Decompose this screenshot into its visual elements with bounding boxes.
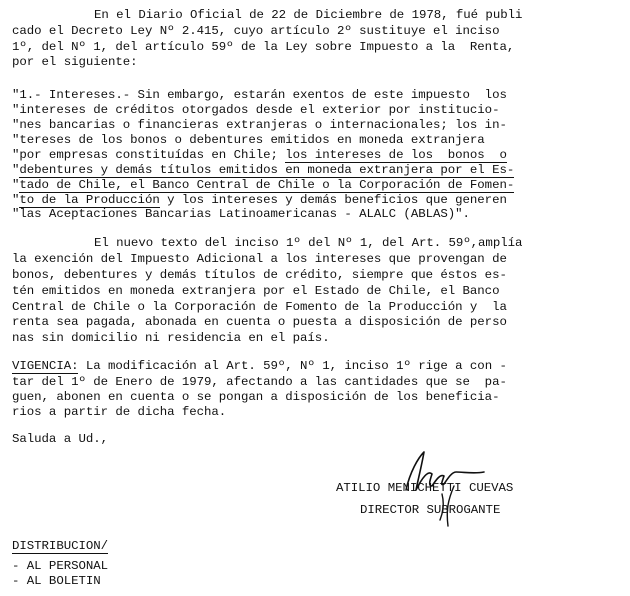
quote-line-5 — [12, 148, 507, 163]
quote-line-6-underlined: debentures y demás títulos emitidos en moneda extranjera por el Es- — [19, 163, 515, 177]
vigencia-line-3: guen, abonen en cuenta o se pongan a disposición de los beneficia- — [12, 390, 500, 404]
greeting: Saluda a Ud., — [12, 432, 109, 446]
para2-line-6: renta sea pagada, abonada en cuenta o puesta a disposición de perso — [12, 315, 507, 329]
quote-line-8-underlined: to de la Producción — [19, 193, 160, 207]
vigencia-line-1-text: La modificación al Art. 59º, Nº 1, inciso 1º rige a con - — [78, 359, 507, 373]
signatory-name: ATILIO MENICHETTI CUEVAS — [336, 481, 514, 495]
para2-line-1: El nuevo texto del inciso 1º del Nº 1, del Art. 59º,amplía — [94, 236, 523, 250]
distribution-heading — [12, 539, 108, 554]
distribution-item-personal: - AL PERSONAL — [12, 559, 109, 573]
quote-line-7-underlined: tado de Chile, el Banco Central de Chile o la Corporación de Fomen- — [19, 178, 515, 192]
para2-line-7: nas sin domicilio ni residencia en el país. — [12, 331, 330, 345]
intro-line-2: cado el Decreto Ley Nº 2.415, cuyo artículo 2º sustituye el inciso — [12, 24, 500, 38]
quote-line-2: "intereses de créditos otorgados desde el exterior por institucio- — [12, 103, 500, 117]
quote-line-7 — [12, 178, 514, 193]
para2-line-2: la exención del Impuesto Adicional a los intereses que provengan de — [12, 252, 507, 266]
quote-line-9: "las Aceptaciones Bancarias Latinoamericanas - ALALC (ABLAS)". — [12, 207, 470, 221]
distribution-item-boletin: - AL BOLETIN — [12, 574, 101, 588]
quote-line-8-plain: y los intereses y demás beneficios que generen — [159, 193, 507, 207]
para2-line-5: Central de Chile o la Corporación de Fomento de la Producción y la — [12, 300, 507, 314]
quote-line-1: "1.- Intereses.- Sin embargo, estarán exentos de este impuesto los — [12, 88, 507, 102]
quote-line-6-mark: " — [12, 163, 20, 177]
quote-line-4: "tereses de los bonos o debentures emitidos en moneda extranjera — [12, 133, 485, 147]
vigencia-line-2: tar del 1º de Enero de 1979, afectando a las cantidades que se pa- — [12, 375, 507, 389]
quote-line-6 — [12, 163, 514, 178]
intro-line-1: En el Diario Oficial de 22 de Diciembre de 1978, fué publi — [94, 8, 523, 22]
quote-line-3: "nes bancarias o financieras extranjeras o internacionales; los in- — [12, 118, 507, 132]
quote-line-7-mark: " — [12, 178, 20, 192]
distribution-heading-text: DISTRIBUCION/ — [12, 539, 109, 553]
vigencia-line-1 — [12, 359, 507, 374]
signatory-title: DIRECTOR SUBROGANTE — [360, 503, 501, 517]
para2-line-3: bonos, debentures y demás títulos de crédito, siempre que éstos es- — [12, 268, 507, 282]
quote-line-5-underlined: los intereses de los bonos o — [285, 148, 507, 162]
vigencia-label: VIGENCIA: — [12, 359, 79, 373]
quote-line-5-plain: "por empresas constituídas en Chile; — [12, 148, 286, 162]
quote-line-8 — [12, 193, 507, 208]
intro-line-4: por el siguiente: — [12, 55, 138, 69]
para2-line-4: tén emitidos en moneda extranjera por el Estado de Chile, el Banco — [12, 284, 500, 298]
quote-line-8-mark: " — [12, 193, 20, 207]
intro-line-3: 1º, del Nº 1, del artículo 59º de la Ley sobre Impuesto a la Renta, — [12, 40, 515, 54]
vigencia-line-4: rios a partir de dicha fecha. — [12, 405, 227, 419]
